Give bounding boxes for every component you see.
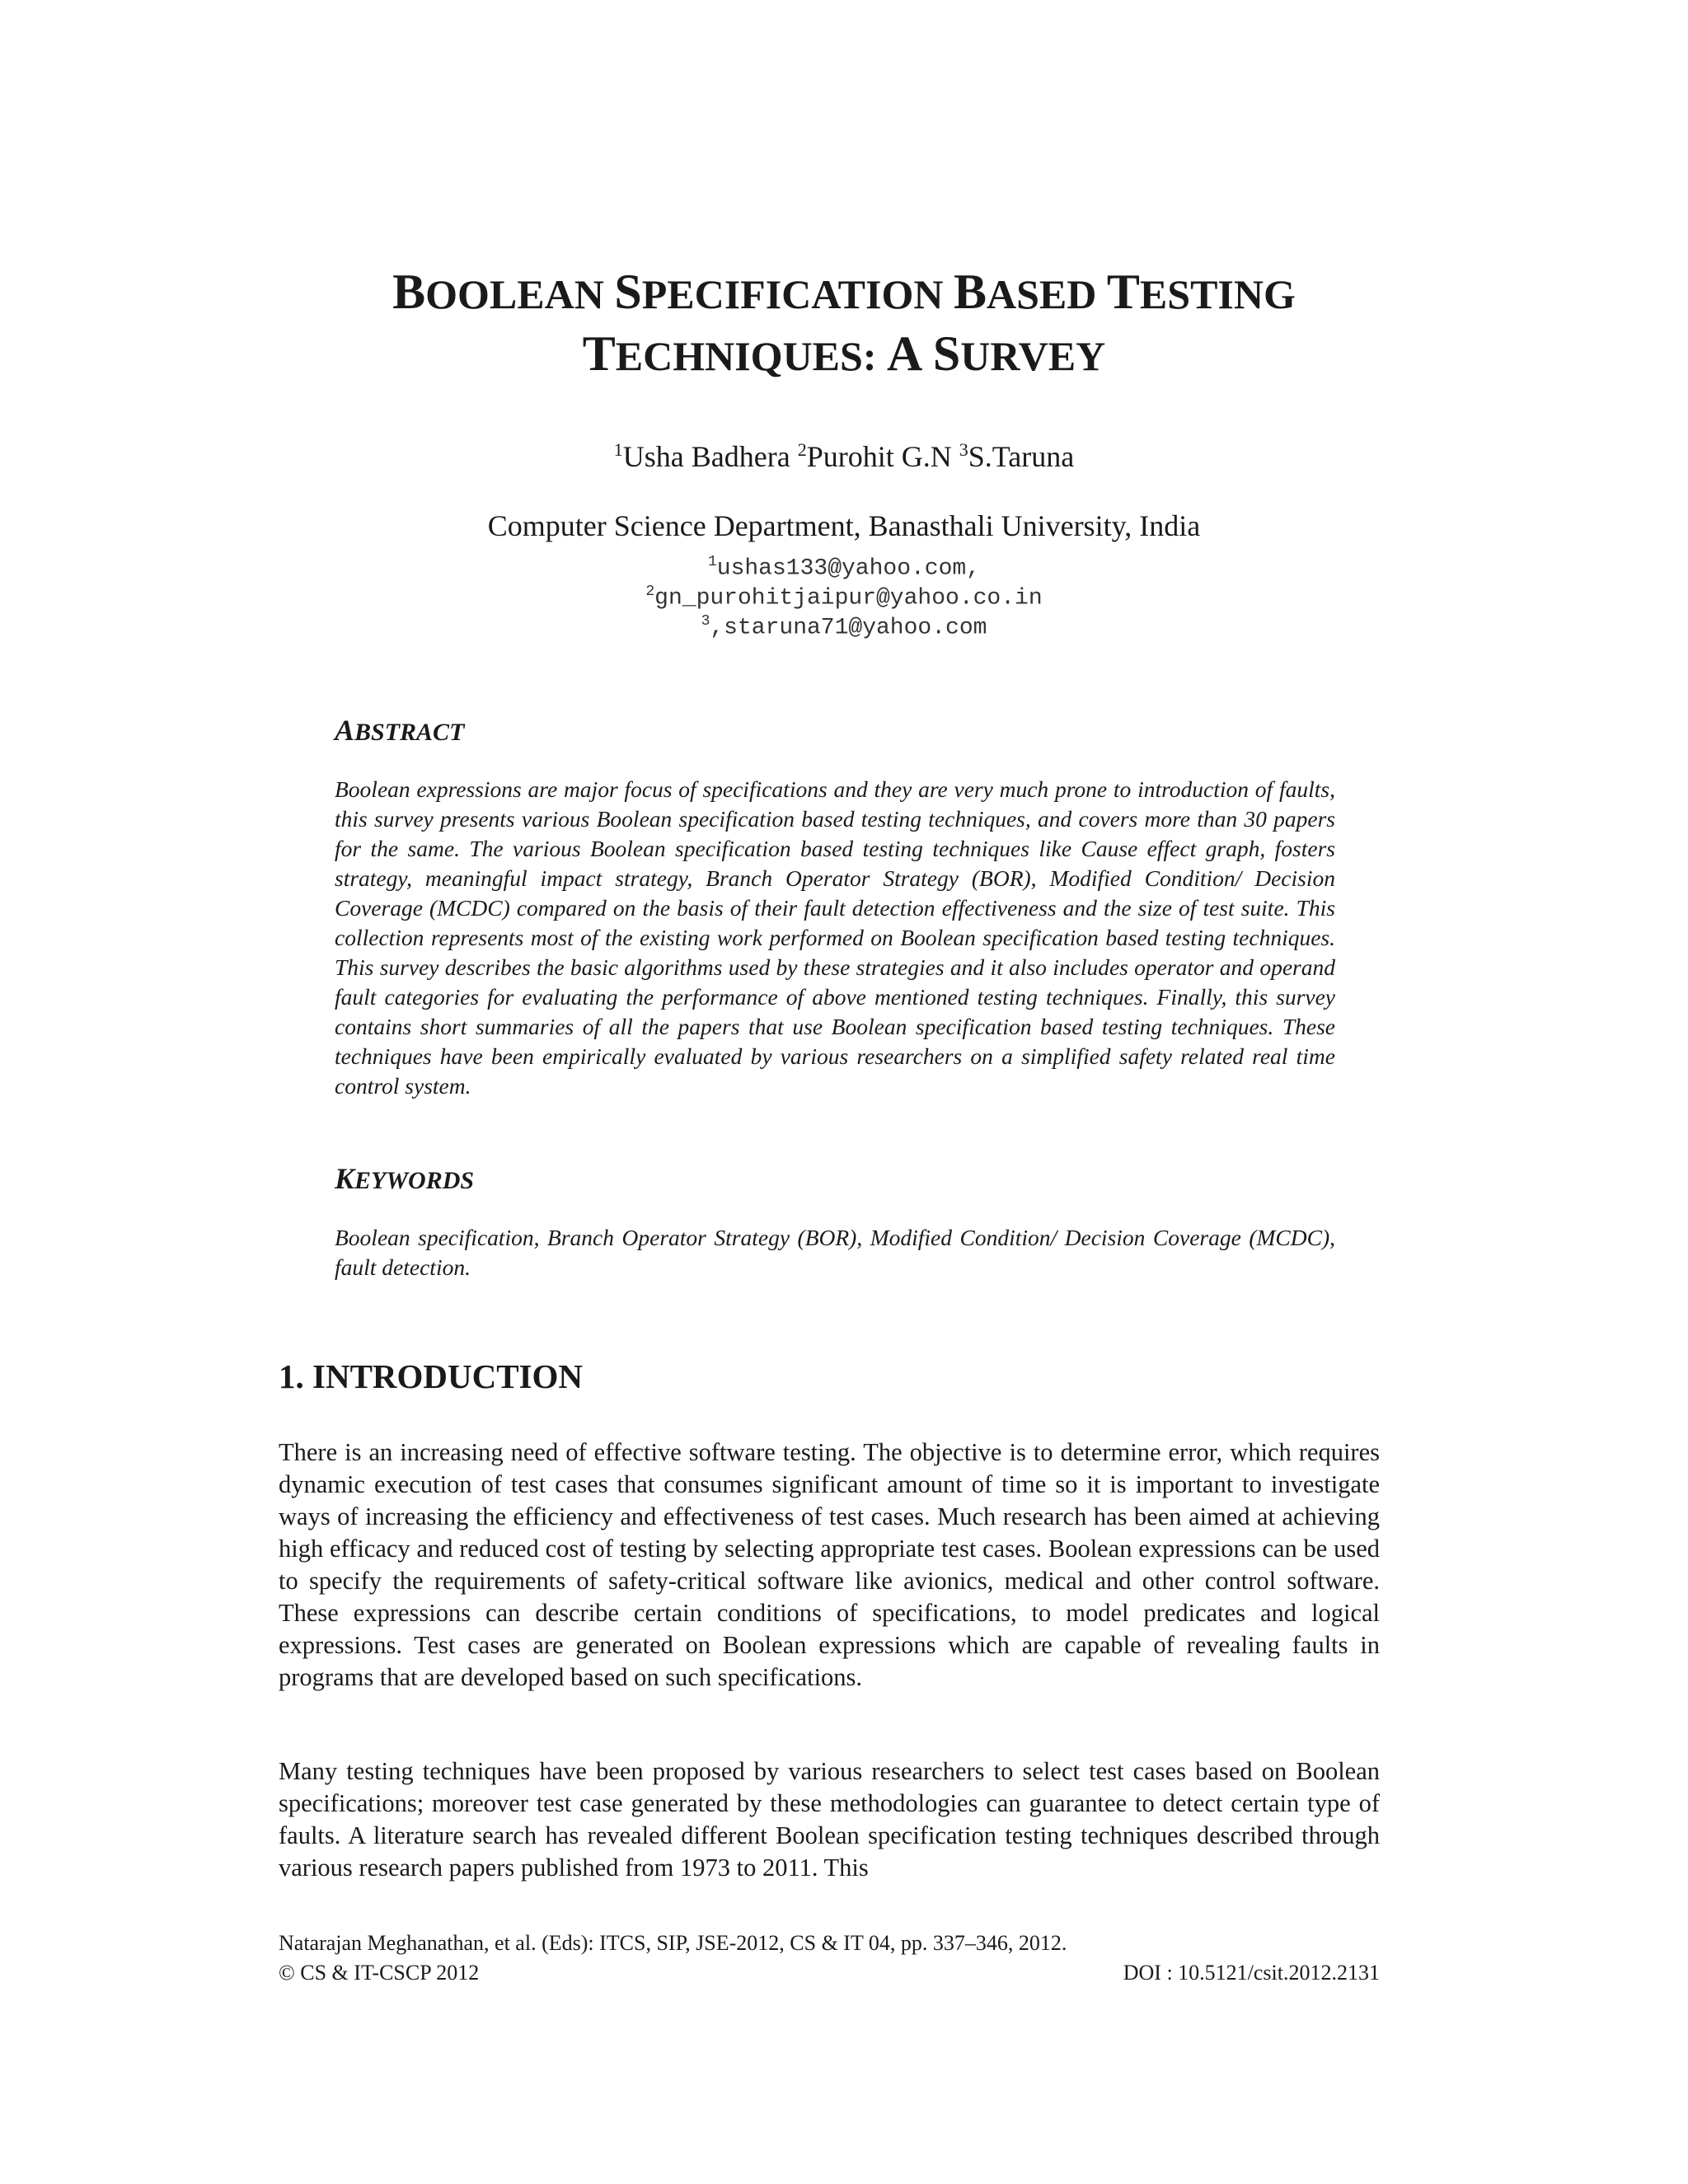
section-heading-introduction: 1. INTRODUCTION <box>279 1357 584 1395</box>
title-word: TECHNIQUES: <box>582 326 887 381</box>
abstract-heading: ABSTRACT <box>335 714 465 747</box>
author: $^3$S.Taruna <box>959 439 1075 473</box>
footer-line <box>279 1958 1380 1988</box>
author: $^2$Purohit G.N <box>797 439 959 473</box>
footer-doi: DOI : 10.5121/csit.2012.2131 <box>1123 1961 1380 1985</box>
title-word: BASED <box>953 265 1107 319</box>
body-paragraph: There is an increasing need of effective software testing. The objective is to determine error, which requires dynamic execution of test cases that consumes significant amount of time so it is important to investigate ways of increasing the efficiency and effectiveness of test cases. Much research has been aimed at achieving high efficacy and reduced cost of testing by selecting appropriate test cases. Boolean expressions can be used to specify the requirements of safety-critical software like avionics, medical and other control software. These expressions can describe certain conditions of specifications, to model predicates and logical expressions. Test cases are generated on Boolean expressions which are capable of revealing faults in programs that are developed based on such specifications. <box>279 1438 1380 1691</box>
author: $^1$Usha Badhera <box>613 439 798 473</box>
title-word: SPECIFICATION <box>614 265 954 319</box>
paper-title-line-2 <box>0 322 1688 387</box>
title-word: TESTING <box>1106 265 1296 319</box>
paper-title-line-1 <box>0 260 1688 326</box>
keywords-heading: KEYWORDS <box>335 1162 475 1195</box>
author-email: $^1$ushas133@yahoo.com, <box>707 554 981 582</box>
author-email: $^2$gn_purohitjaipur@yahoo.co.in <box>645 583 1043 612</box>
keywords-text: Boolean specification, Branch Operator Strategy (BOR), Modified Condition/ Decision Coverage (MCDC), fault detection. <box>335 1225 1335 1280</box>
title-word: BOOLEAN <box>392 265 615 319</box>
author-email: $^3$,staruna71@yahoo.com <box>701 613 987 641</box>
title-word: SURVEY <box>932 326 1106 381</box>
affiliation: Computer Science Department, Banasthali University, India <box>487 509 1201 542</box>
footer-copyright: © CS & IT-CSCP 2012 <box>279 1961 480 1985</box>
title-word: A <box>887 326 923 381</box>
author-list <box>0 425 1688 481</box>
footer-citation: Natarajan Meghanathan, et al. (Eds): ITCS, SIP, JSE-2012, CS & IT 04, pp. 337–346, 2012. <box>279 1931 1067 1955</box>
body-paragraph: Many testing techniques have been proposed by various researchers to select test cases based on Boolean specifications; moreover test case generated by these methodologies can guarantee to detect certain type of faults. A literature search has revealed different Boolean specification testing techniques described through various research papers published from 1973 to 2011. This <box>279 1757 1380 1882</box>
abstract-text: Boolean expressions are major focus of specifications and they are very much prone to introduction of faults, this survey presents various Boolean specification based testing techniques, and covers more than 30 papers for the same. The various Boolean specification based testing techniques like Cause effect graph, fosters strategy, meaningful impact strategy, Branch Operator Strategy (BOR), Modified Condition/ Decision Coverage (MCDC) compared on the basis of their fault detection effectiveness and the size of test suite. This collection represents most of the existing work performed on Boolean specification based testing techniques. This survey describes the basic algorithms used by these strategies and it also includes operator and operand fault categories for evaluating the performance of above mentioned testing techniques. Finally, this survey contains short summaries of all the papers that use Boolean specification based testing techniques. These techniques have been empirically evaluated by various researchers on a simplified safety related real time control system. <box>335 776 1335 1099</box>
